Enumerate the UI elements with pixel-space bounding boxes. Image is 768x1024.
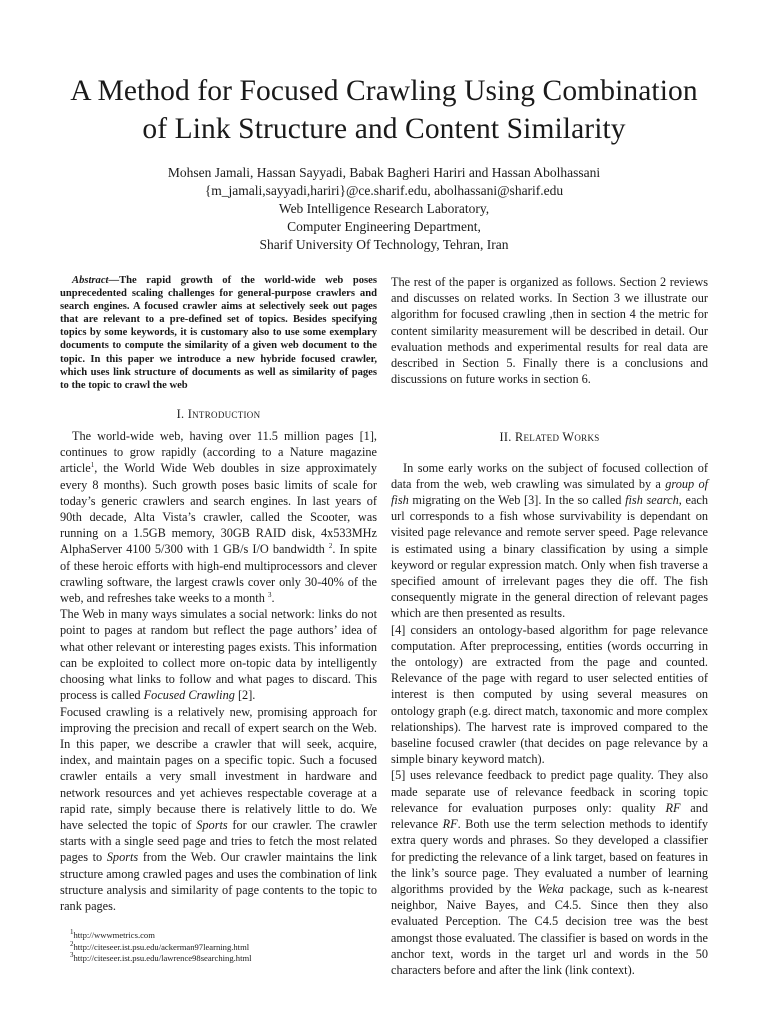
paper-title <box>40 72 728 148</box>
affiliation-university: Sharif University Of Technology, Tehran, Iran <box>259 237 509 252</box>
abstract <box>60 274 377 392</box>
right-column <box>391 274 708 978</box>
emphasis: Sports <box>196 817 228 832</box>
affiliation-department: Computer Engineering Department, <box>287 219 481 234</box>
emphasis: Sports <box>106 850 139 865</box>
emphasis: Weka <box>537 881 564 896</box>
intro-paragraph-2: The Web in many ways simulates a social network: links do not point to pages at random but reflect the page authors’ idea of what other relevant or interesting pages exists. This information can be exploited to collect more on-topic data by intelligently choosing what links to follow and what pages to discard. This process is called Focused Crawling [2]. <box>60 607 377 703</box>
footnote-3: $^3$http://citeseer.ist.psu.edu/lawrence98searching.html <box>70 951 252 964</box>
emphasis: RF <box>442 817 458 832</box>
section-numeral: I. <box>176 406 185 421</box>
paper-organization-paragraph: The rest of the paper is organized as follows. Section 2 reviews and discusses on related works. In Section 3 we illustrate our algorithm for focused crawling ,then in section 4 the metric for content similarity measurement will be described in detail. Our evaluation methods and experimental results for real data are described in Section 5. Finally there is a conclusions and discussions on future works in section 6. <box>391 275 708 387</box>
section-title: Related Works <box>514 430 600 445</box>
section-heading-related-works <box>391 429 708 445</box>
abstract-label: Abstract <box>72 275 109 286</box>
author-emails: {m_jamali,sayyadi,hariri}@ce.sharif.edu, abolhassani@sharif.edu <box>204 183 564 198</box>
abstract-text: The rapid growth of the world-wide web poses unprecedented scaling challenges for general-purpose crawlers and search engines. A focused crawler aims at selectively seek out pages that are relevant to a pre-defined set of topics. Besides specifying topics by some keywords, it is customary also to use some exemplary documents to compute the similarity of a given web document to the topic. In this paper we introduce a new hybride focused crawler, which uses link structure of documents as well as similarity of pages to the topic to crawl the web <box>60 275 377 391</box>
title-line-1: A Method for Focused Crawling Using Combination <box>70 75 698 107</box>
emphasis: group of fish <box>391 476 709 508</box>
related-paragraph-2: [4] considers an ontology-based algorithm for page relevance computation. After preprocessing, entities (words occurring in the ontology) are extracted from the page and counted. Relevance of the page with regard to user selected entities of interest is then computed by using several measures on ontology graph (e.g. direct match, taxonomic and more complex relationships). The harvest rate is improved compared to the baseline focused crawler (that decides on page relevance by a simple binary keyword match). <box>391 622 708 767</box>
intro-paragraph-1: The world-wide web, having over 11.5 million pages [1], continues to grow rapidly (according to a Nature magazine article$^1$, the World Wide Web doubles in size approximately every 8 months). Such growth poses basic limits of scale for today’s generic crawlers and search engines. In last years of 90th decade, Alta Vista’s crawler, called the Scooter, was running on a 1.5GB memory, 30GB RAID disk, 4x533MHz AlphaServer 4100 5/300 with 1 GB/s I/O bandwidth $^2$. In spite of these heroic efforts with high-end multiprocessors and clever crawling software, the largest crawls cover only 30-40% of the web, and refreshes take weeks to a month $^3$. <box>60 429 377 606</box>
abstract-dash: — <box>108 275 120 286</box>
footnote-mark: 2 <box>328 542 333 551</box>
author-names: Mohsen Jamali, Hassan Sayyadi, Babak Bagheri Hariri and Hassan Abolhassani <box>167 165 601 180</box>
section-numeral: II. <box>499 430 512 445</box>
title-line-2: of Link Structure and Content Similarity <box>142 113 626 145</box>
footnote-1: $^1$http://wwwmetrics.com <box>70 928 155 941</box>
emphasis: fish search <box>625 493 679 508</box>
left-column <box>60 274 377 965</box>
author-block <box>60 164 708 254</box>
intro-paragraph-3: Focused crawling is a relatively new, promising approach for improving the precision and recall of expert search on the Web. In this paper, we describe a crawler that will seek, acquire, index, and maintain pages on a specific topic. Such a focused crawler entails a very small investment in hardware and network resources and yet achieves respectable coverage at a rapid rate, simply because there is relatively little to do. We have selected the topic of Sports for our crawler. The crawler starts with a single seed page and tries to fetch the most related pages to Sports from the Web. Our crawler maintains the link structure among crawled pages and uses the combination of link structure analysis and similarity of page contents to the topic to rank pages. <box>60 704 378 913</box>
footnote-2: $^2$http://citeseer.ist.psu.edu/ackerman97learning.html <box>70 939 250 952</box>
footnote-mark: 1 <box>90 461 95 470</box>
emphasis: Focused Crawling <box>143 688 235 703</box>
related-paragraph-1: In some early works on the subject of focused collection of data from the web, web crawling was simulated by a group of fish migrating on the Web [3]. In the so called fish search, each url corresponds to a fish whose survivability is dependant on visited page relevance and remote server speed. Page relevance is estimated using a binary classification by using a simple keyword or regular expression match. Only when fish traverse a specified amount of irrelevant pages they die off. The fish consequently migrate in the general direction of relevant pages which are then presented as results. <box>391 460 709 621</box>
footnotes <box>60 930 377 965</box>
emphasis: RF <box>665 800 681 815</box>
related-paragraph-3: [5] uses relevance feedback to predict page quality. They also made separate use of relevance feedback in scoring topic relevance for evaluation purposes only: quality RF and relevance RF. Both use the term selection methods to identify extra query words and phrases. So they developed a classifier for predicting the relevance of a link target, based on features in the link’s source page. They evaluated a number of learning algorithms provided by the Weka package, such as k-nearest neighbor, Naive Bayes, and C4.5. Since then they also evaluated Perception. The C4.5 decision tree was the best amongst those evaluated. The classifier is based on words in the anchor text, words in the target url and words in the 50 characters before and after the link (link context). <box>391 768 709 977</box>
affiliation-lab: Web Intelligence Research Laboratory, <box>278 201 490 216</box>
section-heading-introduction <box>60 406 377 422</box>
section-title: Introduction <box>187 406 261 421</box>
footnote-mark: 3 <box>267 590 272 599</box>
